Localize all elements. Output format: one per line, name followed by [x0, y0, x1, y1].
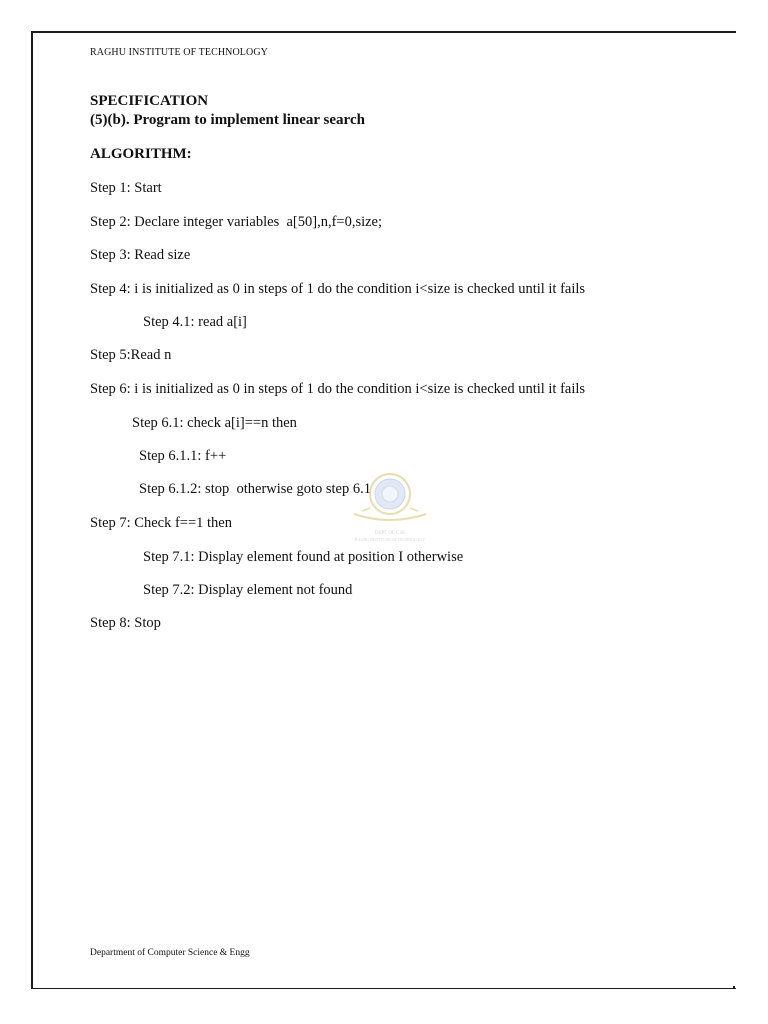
- watermark-institute-text: RAGHU INSTITUTE OF TECHNOLOGY: [354, 537, 426, 542]
- corner-mark: [733, 986, 735, 988]
- specification-heading: SPECIFICATION: [90, 93, 209, 109]
- program-title: (5)(b). Program to implement linear search: [90, 112, 365, 128]
- step-7: Step 7: Check f==1 then: [90, 515, 232, 531]
- college-seal-watermark: [340, 468, 440, 548]
- step-6-1-1: Step 6.1.1: f++: [139, 448, 227, 464]
- step-3: Step 3: Read size: [90, 247, 191, 263]
- institute-header: RAGHU INSTITUTE OF TECHNOLOGY: [90, 47, 268, 58]
- step-1: Step 1: Start: [90, 180, 162, 196]
- step-2: Step 2: Declare integer variables a[50],n,f=0,size;: [90, 214, 383, 230]
- step-8: Step 8: Stop: [90, 615, 161, 631]
- step-7-2: Step 7.2: Display element not found: [143, 582, 353, 598]
- step-5: Step 5:Read n: [90, 347, 172, 363]
- step-6: Step 6: i is initialized as 0 in steps of 1 do the condition i<size is checked until it fails: [90, 381, 586, 397]
- step-4-1: Step 4.1: read a[i]: [143, 314, 247, 330]
- watermark-dept-text: DEPT OF CSE: [374, 531, 406, 536]
- department-footer: Department of Computer Science & Engg: [90, 948, 250, 958]
- step-6-1-2: Step 6.1.2: stop otherwise goto step 6.1: [139, 481, 371, 497]
- algorithm-heading: ALGORITHM:: [90, 146, 192, 162]
- step-6-1: Step 6.1: check a[i]==n then: [132, 415, 297, 431]
- step-7-1: Step 7.1: Display element found at position I otherwise: [143, 549, 464, 565]
- step-4: Step 4: i is initialized as 0 in steps of 1 do the condition i<size is checked until it fails: [90, 281, 586, 297]
